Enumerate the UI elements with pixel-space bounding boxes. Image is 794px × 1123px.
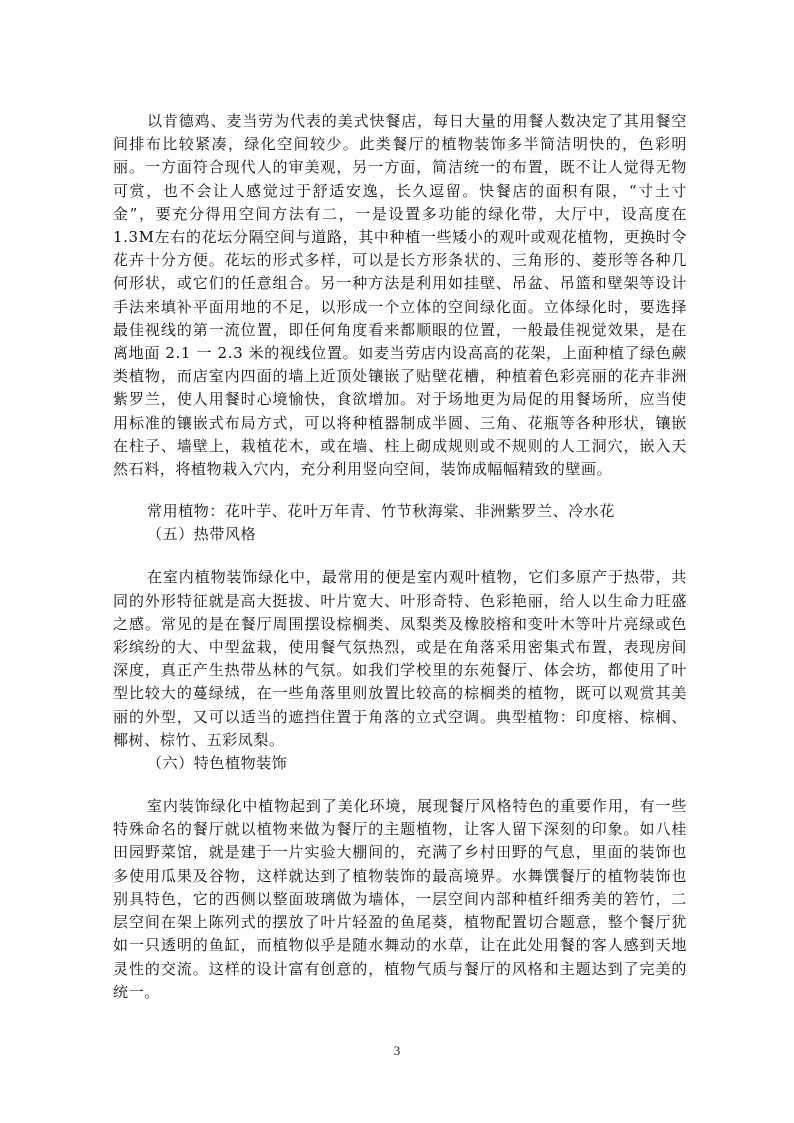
section-heading-tropical-style: （五）热带风格 — [147, 525, 257, 544]
paragraph-common-plants: 常用植物：花叶芋、花叶万年青、竹节秋海棠、非洲紫罗兰、冷水花 — [147, 502, 616, 521]
section-heading-featured-plants: （六）特色植物装饰 — [147, 754, 288, 773]
page-number: 3 — [393, 1043, 401, 1058]
paragraph-tropical-style: 在室内植物装饰绿化中，最常用的便是室内观叶植物，它们多原产于热带，共同的外形特征就是高大挺拔、叶片宽大、叶形奇特、色彩艳丽，给人以生命力旺盛之感。常见的是在餐厅周围摆设棕榈类、凤梨类及橡胶榕和变叶木等叶片亮绿或色彩缤纷的大、中型盆栽，使用餐气氛热烈，或是在角落采用密集式布置，表现房间深度，真正产生热带丛林的气氛。如我们学校里的东苑餐厅、体会坊，都使用了叶型比较大的蔓绿绒，在一些角落里则放置比较高的棕榈类的植物，既可以观赏其美丽的外型，又可以适当的遮挡住置于角落的立式空调。典型植物：印度榕、棕榈、椰树、棕竹、五彩凤梨。 — [113, 568, 687, 749]
paragraph-fast-food-plants: 以肯德鸡、麦当劳为代表的美式快餐店，每日大量的用餐人数决定了其用餐空间排布比较紧凑，绿化空间较少。此类餐厅的植物装饰多半简洁明快的，色彩明丽。一方面符合现代人的审美观，另一方面，简洁统一的布置，既不让人觉得无物可赏，也不会让人感觉过于舒适安逸，长久逗留。快餐店的面积有限，“寸土寸金”，要充分得用空间方法有二，一是设置多功能的绿化带，大厅中，设高度在1.3M左右的花坛分隔空间与道路，其中种植一些矮小的观叶或观花植物，更换时令花卉十分方便。花坛的形式多样，可以是长方形条状的、三角形的、菱形等各种几何形状，或它们的任意组合。另一种方法是利用如挂壁、吊盆、吊篮和壁架等设计手法来填补平面用地的不足，以形成一个立体的空间绿化面。立体绿化时，要选择最佳视线的第一流位置，即任何角度看来都顺眼的位置，一般最佳视觉效果，是在离地面 2.1 一 2.3 米的视线位置。如麦当劳店内设高高的花架，上面种植了绿色蕨类植物，而店室内四面的墙上近顶处镶嵌了贴壁花槽，种植着色彩亮丽的花卉非洲紫罗兰，使人用餐时心境愉快，食欲增加。对于场地更为局促的用餐场所，应当使用标准的镶嵌式布局方式，可以将种植器制成半圆、三角、花瓶等各种形状，镶嵌在柱子、墙壁上，栽植花木，或在墙、柱上砌成规则或不规则的人工洞穴，嵌入天然石料，将植物栽入穴内，充分利用竖向空间，装饰成幅幅精致的壁画。 — [113, 112, 687, 479]
document-body — [113, 110, 687, 1004]
paragraph-featured-plants: 室内装饰绿化中植物起到了美化环境，展现餐厅风格特色的重要作用，有一些特殊命名的餐厅就以植物来做为餐厅的主题植物，让客人留下深刻的印象。如八桂田园野菜馆，就是建于一片实验大棚间的，充满了乡村田野的气息，里面的装饰也多使用瓜果及谷物，这样就达到了植物装饰的最高境界。水舞馔餐厅的植物装饰也别具特色，它的西侧以整面玻璃做为墙体，一层空间内部种植纤细秀美的箬竹，二层空间在架上陈列式的摆放了叶片轻盈的鱼尾葵，植物配置切合题意，整个餐厅犹如一只透明的鱼缸，而植物似乎是随水舞动的水草，让在此处用餐的客人感到天地灵性的交流。这样的设计富有创意的，植物气质与餐厅的风格和主题达到了完美的统一。 — [113, 797, 687, 1001]
